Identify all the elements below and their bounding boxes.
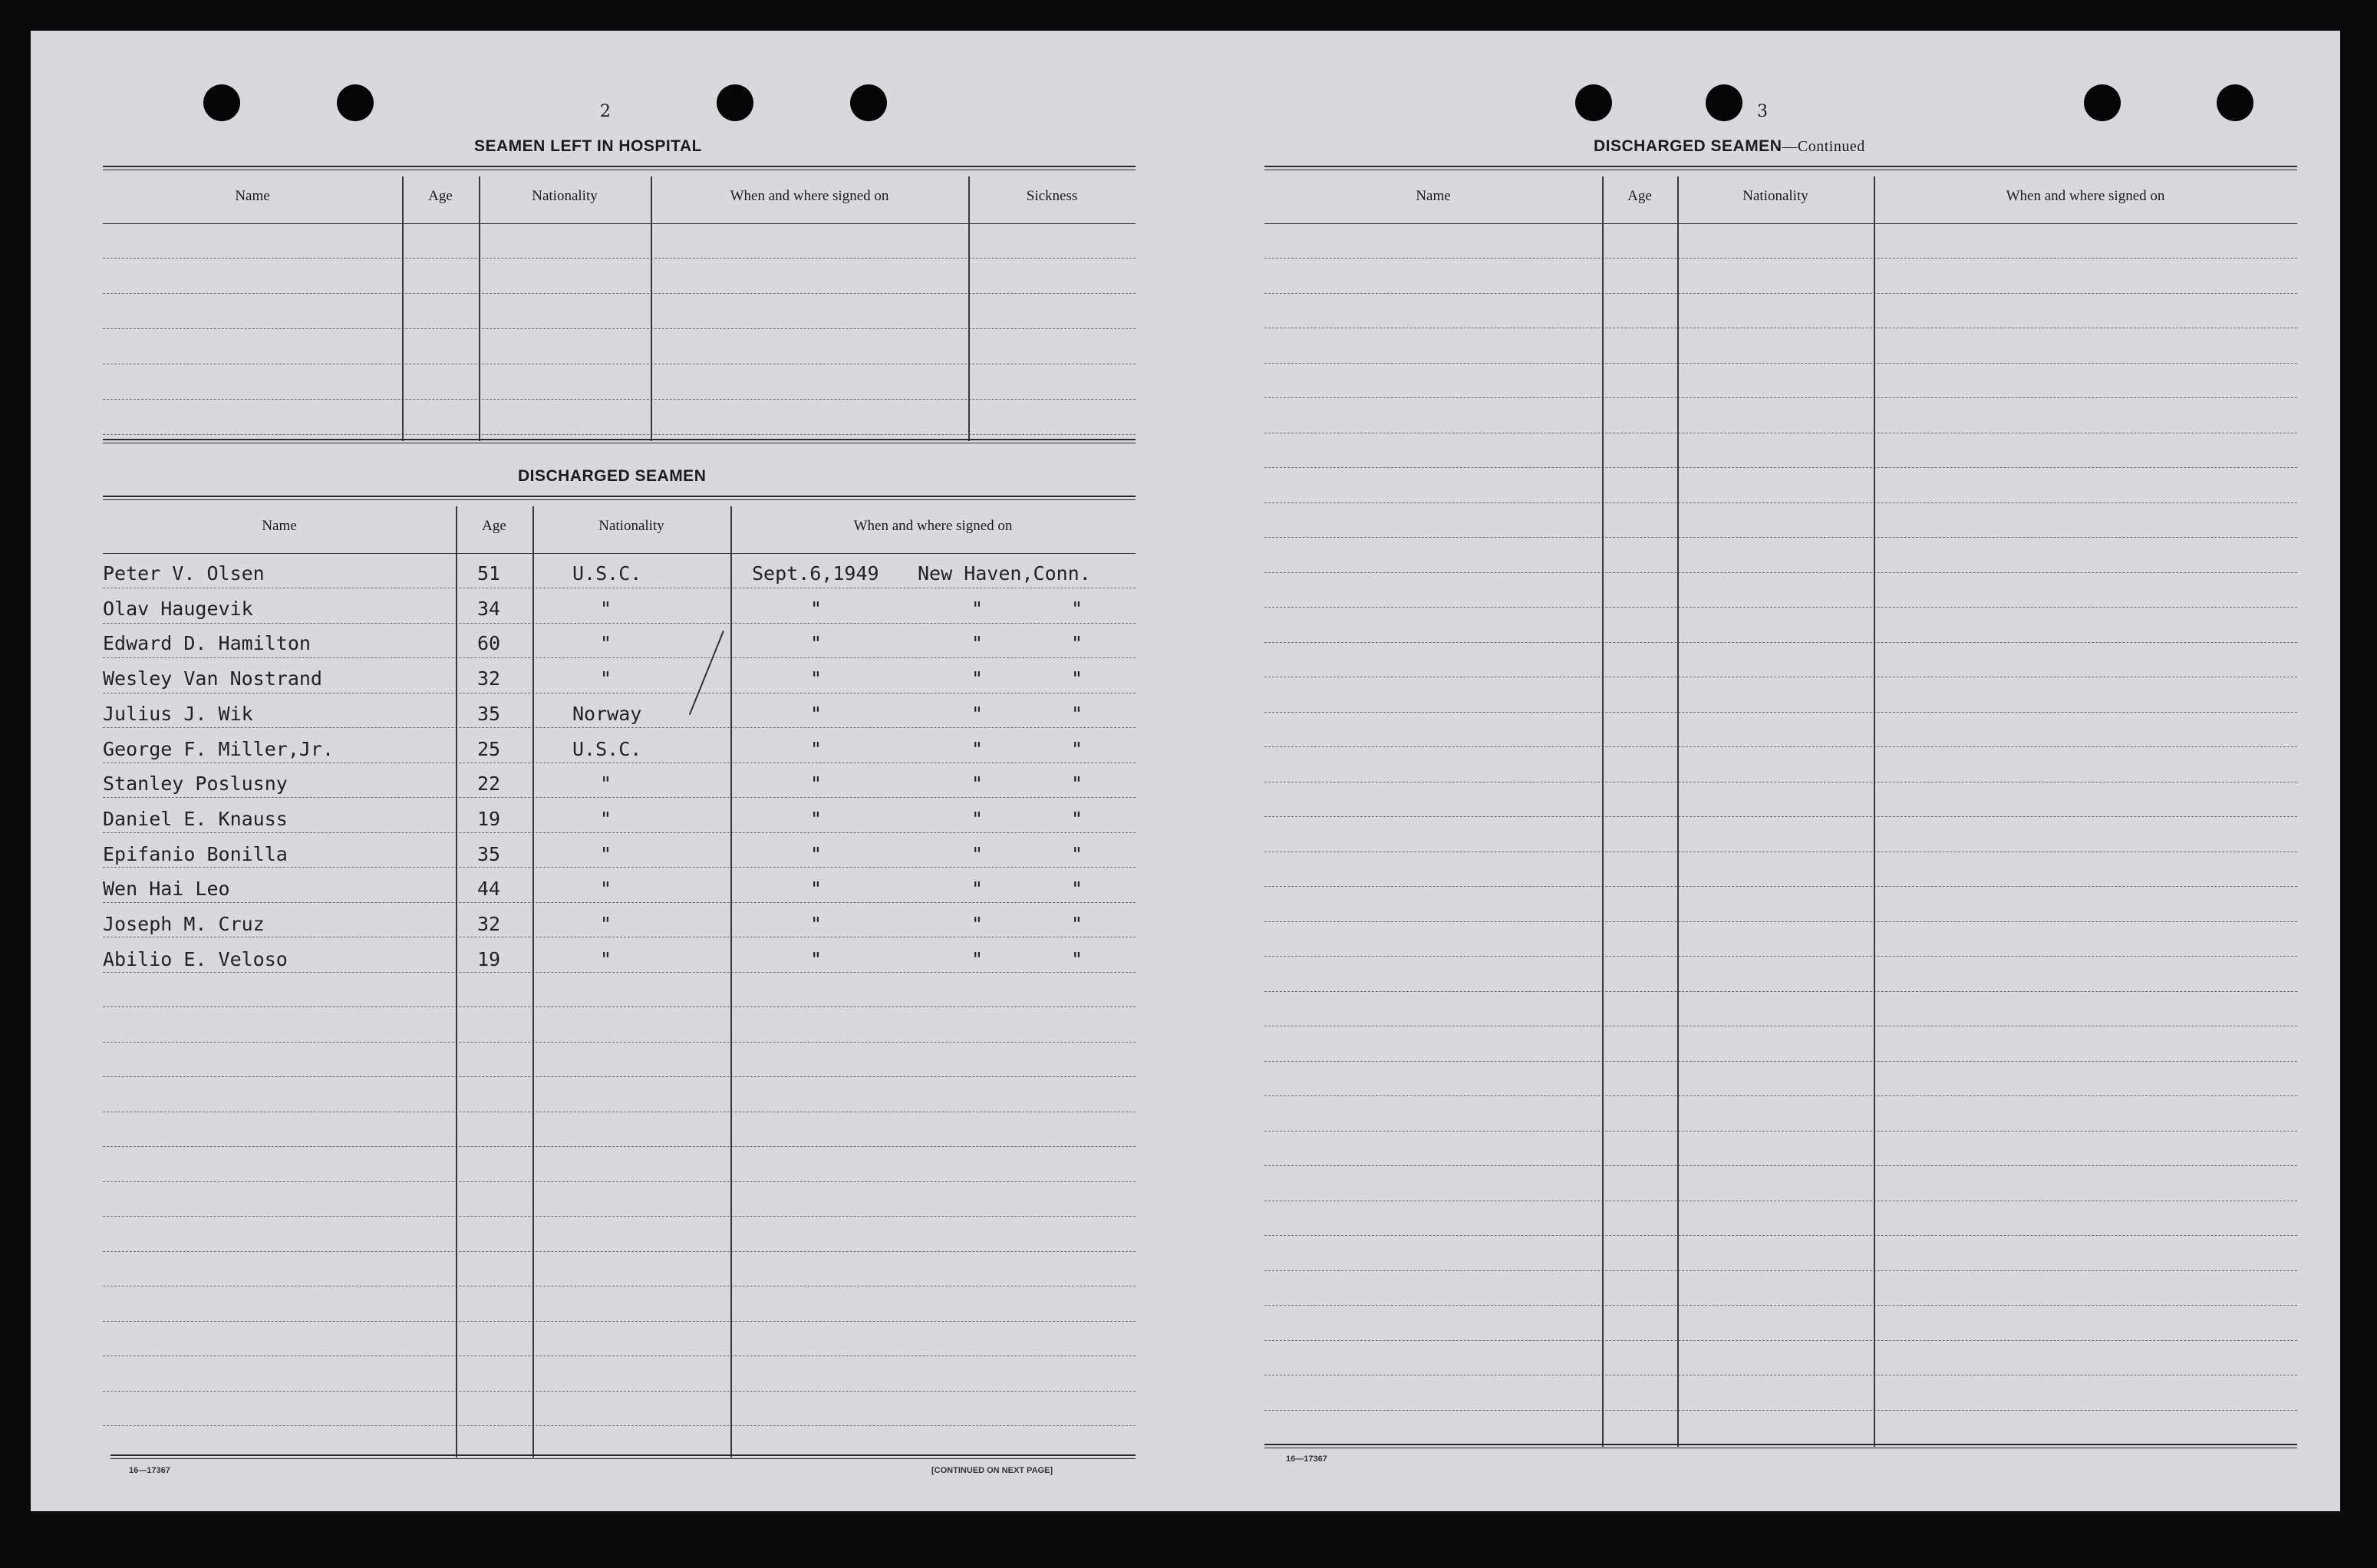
signed-on-ditto: "	[1071, 878, 1083, 901]
col-header-age: Age	[1627, 188, 1652, 204]
ruled-line	[103, 434, 1136, 435]
col-header-age: Age	[482, 518, 506, 534]
ruled-line	[103, 1425, 1136, 1426]
signed-on-date: "	[810, 913, 823, 935]
seaman-age: 32	[477, 913, 501, 935]
ruled-line	[103, 258, 1136, 259]
form-number: 16—17367	[1286, 1454, 1327, 1464]
col-divider	[730, 506, 732, 1458]
ruled-line	[103, 972, 1136, 973]
col-header-signed-on: When and where signed on	[2006, 188, 2165, 204]
seaman-nationality: U.S.C.	[572, 562, 642, 585]
ruled-line	[103, 657, 1136, 658]
ruled-line	[1264, 921, 2297, 922]
col-header-nationality: Nationality	[1742, 188, 1808, 204]
col-divider	[1874, 176, 1875, 1447]
page-number: 3	[1757, 102, 1768, 121]
ruled-line	[1264, 467, 2297, 468]
ruled-line	[103, 1181, 1136, 1182]
signed-on-date: "	[810, 878, 823, 901]
signed-on-date: "	[810, 597, 823, 620]
hospital-section-title: SEAMEN LEFT IN HOSPITAL	[474, 137, 702, 155]
ruled-line	[103, 727, 1136, 728]
signed-on-place: "	[971, 597, 984, 620]
signed-on-place: "	[971, 913, 984, 935]
seaman-age: 35	[477, 842, 501, 865]
rule	[1264, 166, 2297, 170]
ruled-line	[103, 1076, 1136, 1077]
rule	[103, 166, 1136, 170]
signed-on-date: "	[810, 737, 823, 760]
header-rule	[103, 223, 1136, 224]
col-header-signed-on: When and where signed on	[730, 188, 889, 204]
signed-on-place: "	[971, 878, 984, 901]
punch-hole	[850, 84, 887, 121]
seaman-nationality: "	[600, 772, 612, 796]
seaman-name: Joseph M. Cruz	[103, 913, 265, 935]
col-header-nationality: Nationality	[598, 518, 664, 534]
col-header-signed-on: When and where signed on	[853, 518, 1013, 534]
seaman-age: 60	[477, 632, 501, 655]
continued-note: [CONTINUED ON NEXT PAGE]	[931, 1466, 1053, 1475]
ruled-line	[1264, 1061, 2297, 1062]
ruled-line	[1264, 1131, 2297, 1132]
seaman-name: Abilio E. Veloso	[103, 947, 288, 970]
seaman-name: Daniel E. Knauss	[103, 807, 288, 830]
ruled-line	[103, 399, 1136, 400]
ruled-line	[1264, 293, 2297, 294]
signed-on-ditto: "	[1071, 772, 1083, 796]
seaman-age: 35	[477, 702, 501, 725]
col-divider	[456, 506, 457, 1458]
punch-hole	[337, 84, 374, 121]
ruled-line	[1264, 1305, 2297, 1306]
ruled-line	[1264, 816, 2297, 817]
signed-on-date: "	[810, 702, 823, 725]
signed-on-date: "	[810, 947, 823, 970]
ruled-line	[103, 1006, 1136, 1007]
signed-on-place: New Haven,Conn.	[918, 562, 1091, 585]
ruled-line	[1264, 258, 2297, 259]
signed-on-date: Sept.6,1949	[752, 562, 879, 585]
col-divider	[532, 506, 534, 1458]
signed-on-ditto: "	[1071, 913, 1083, 935]
ruled-line	[103, 1216, 1136, 1217]
ruled-line	[1264, 363, 2297, 364]
ruled-line	[1264, 1270, 2297, 1271]
col-header-sickness: Sickness	[1026, 188, 1078, 204]
col-divider	[479, 176, 480, 441]
col-header-age: Age	[428, 188, 453, 204]
header-rule	[103, 553, 1136, 554]
signed-on-date: "	[810, 632, 823, 655]
ruled-line	[1264, 607, 2297, 608]
ruled-line	[103, 328, 1136, 329]
ruled-line	[103, 1321, 1136, 1322]
seaman-nationality: Norway	[572, 702, 642, 725]
ruled-line	[103, 797, 1136, 798]
seaman-age: 19	[477, 947, 501, 970]
seaman-age: 51	[477, 562, 501, 585]
seaman-age: 34	[477, 597, 501, 620]
rule	[110, 1454, 1136, 1459]
form-number: 16—17367	[129, 1466, 170, 1475]
title-main: DISCHARGED SEAMEN	[1594, 137, 1782, 155]
seaman-nationality: "	[600, 667, 612, 690]
seaman-name: George F. Miller,Jr.	[103, 737, 335, 760]
ruled-line	[103, 902, 1136, 903]
punch-hole	[2084, 84, 2121, 121]
ruled-line	[103, 1391, 1136, 1392]
seaman-name: Olav Haugevik	[103, 597, 253, 620]
ruled-line	[103, 1146, 1136, 1147]
ruled-line	[1264, 642, 2297, 643]
seaman-name: Edward D. Hamilton	[103, 632, 311, 655]
signed-on-date: "	[810, 772, 823, 796]
signed-on-place: "	[971, 842, 984, 865]
ruled-line	[1264, 991, 2297, 992]
discharged-section-title: DISCHARGED SEAMEN	[518, 467, 707, 485]
signed-on-ditto: "	[1071, 947, 1083, 970]
seaman-age: 22	[477, 772, 501, 796]
signed-on-ditto: "	[1071, 842, 1083, 865]
ruled-line	[1264, 1095, 2297, 1096]
ruled-line	[103, 623, 1136, 624]
ruled-line	[1264, 397, 2297, 398]
signed-on-ditto: "	[1071, 632, 1083, 655]
seaman-name: Stanley Poslusny	[103, 772, 288, 796]
signed-on-ditto: "	[1071, 667, 1083, 690]
seaman-name: Epifanio Bonilla	[103, 842, 288, 865]
ruled-line	[1264, 537, 2297, 538]
signed-on-ditto: "	[1071, 807, 1083, 830]
signed-on-place: "	[971, 702, 984, 725]
signed-on-place: "	[971, 772, 984, 796]
signed-on-place: "	[971, 947, 984, 970]
seaman-nationality: "	[600, 632, 612, 655]
col-header-name: Name	[235, 188, 270, 204]
signed-on-place: "	[971, 807, 984, 830]
seaman-name: Wesley Van Nostrand	[103, 667, 322, 690]
signed-on-date: "	[810, 842, 823, 865]
ruled-line	[1264, 502, 2297, 503]
ruled-line	[1264, 886, 2297, 887]
seaman-nationality: "	[600, 807, 612, 830]
punch-hole	[1575, 84, 1612, 121]
seaman-nationality: "	[600, 947, 612, 970]
punch-hole	[1706, 84, 1742, 121]
seaman-nationality: "	[600, 842, 612, 865]
col-divider	[402, 176, 404, 441]
ruled-line	[1264, 1410, 2297, 1411]
ruled-line	[103, 867, 1136, 868]
punch-hole	[2217, 84, 2253, 121]
seaman-age: 32	[477, 667, 501, 690]
discharged-continued-title	[1594, 137, 1865, 156]
ruled-line	[103, 832, 1136, 833]
col-header-name: Name	[262, 518, 297, 534]
ruled-line	[1264, 1235, 2297, 1236]
seaman-name: Peter V. Olsen	[103, 562, 265, 585]
ruled-line	[1264, 746, 2297, 747]
rule	[1264, 1444, 2297, 1448]
rule	[103, 439, 1136, 443]
col-header-name: Name	[1416, 188, 1451, 204]
punch-hole	[717, 84, 753, 121]
rule	[103, 496, 1136, 500]
seaman-nationality: "	[600, 913, 612, 935]
col-divider	[1602, 176, 1604, 1447]
page-number: 2	[600, 102, 611, 121]
col-header-nationality: Nationality	[532, 188, 598, 204]
signed-on-ditto: "	[1071, 702, 1083, 725]
ruled-line	[1264, 1340, 2297, 1341]
seaman-nationality: "	[600, 597, 612, 620]
ruled-line	[1264, 572, 2297, 573]
document-sheet	[31, 31, 2340, 1511]
col-divider	[968, 176, 970, 441]
signed-on-place: "	[971, 632, 984, 655]
signed-on-ditto: "	[1071, 597, 1083, 620]
col-divider	[651, 176, 652, 441]
col-divider	[1677, 176, 1679, 1447]
seaman-age: 25	[477, 737, 501, 760]
seaman-age: 44	[477, 878, 501, 901]
ruled-line	[1264, 956, 2297, 957]
seaman-age: 19	[477, 807, 501, 830]
ruled-line	[103, 1251, 1136, 1252]
seaman-name: Wen Hai Leo	[103, 878, 230, 901]
signed-on-date: "	[810, 807, 823, 830]
handwritten-check-mark	[689, 631, 724, 715]
header-rule	[1264, 223, 2297, 224]
signed-on-ditto: "	[1071, 737, 1083, 760]
signed-on-place: "	[971, 737, 984, 760]
ruled-line	[103, 1042, 1136, 1043]
seaman-nationality: "	[600, 878, 612, 901]
ruled-line	[103, 293, 1136, 294]
punch-hole	[203, 84, 240, 121]
title-continued: —Continued	[1782, 138, 1865, 155]
signed-on-place: "	[971, 667, 984, 690]
ruled-line	[1264, 1165, 2297, 1166]
ruled-line	[1264, 712, 2297, 713]
seaman-name: Julius J. Wik	[103, 702, 253, 725]
seaman-nationality: U.S.C.	[572, 737, 642, 760]
signed-on-date: "	[810, 667, 823, 690]
